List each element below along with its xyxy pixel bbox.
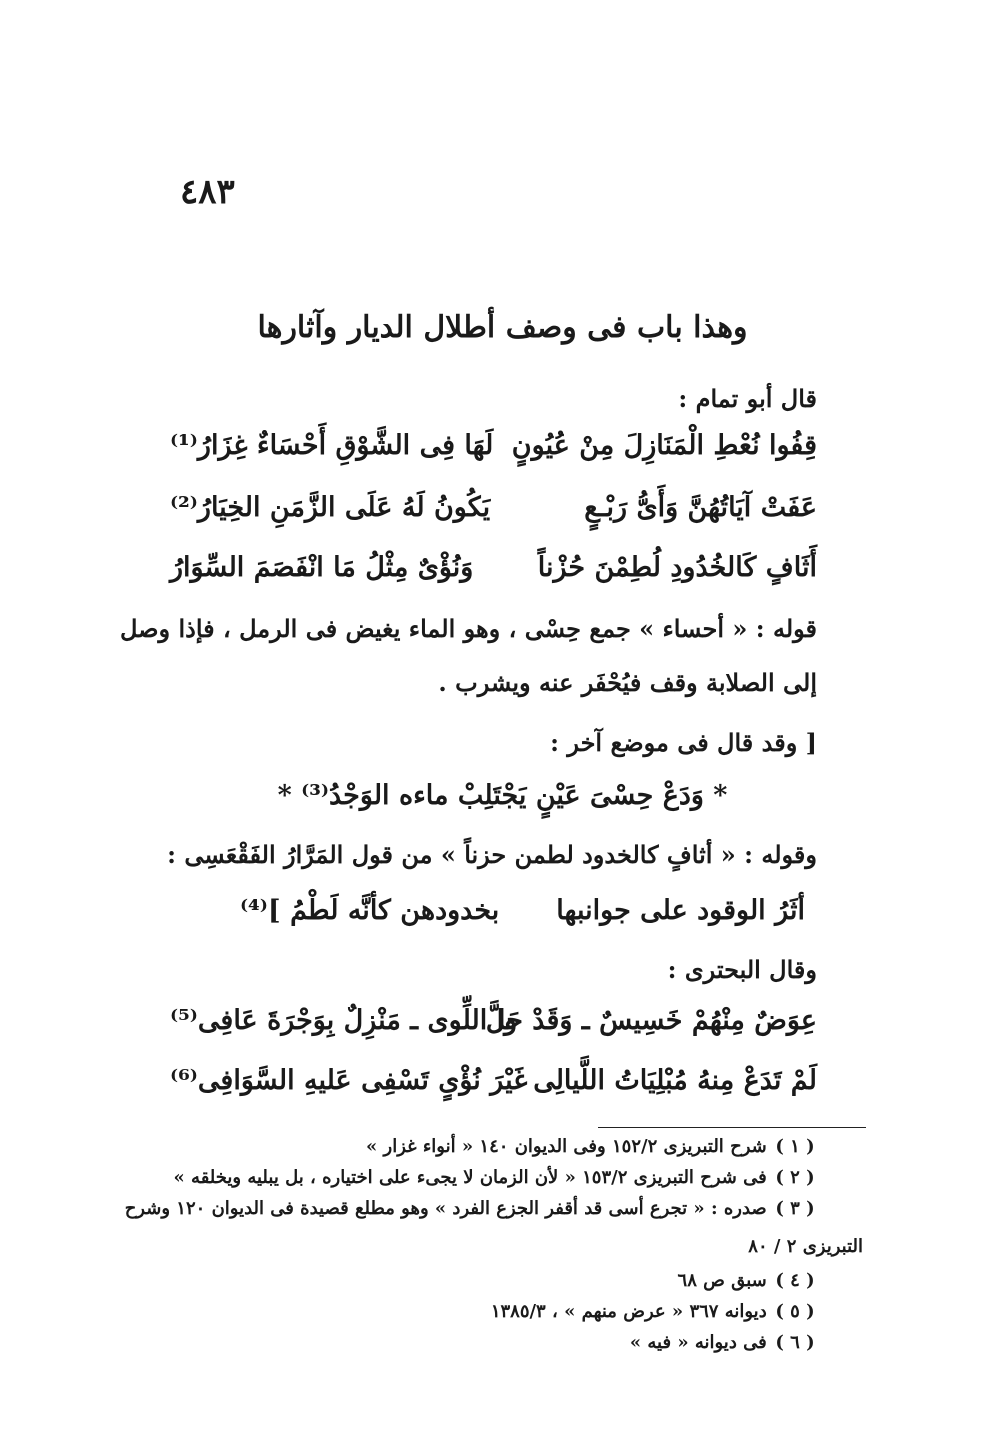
- footnote-number: ( ٣ ): [775, 1198, 815, 1219]
- footnote-3-continued: [180, 1236, 863, 1257]
- single-verse: * وَدَعْ حِسْىَ عَيْنٍ يَجْتَلِبْ ماءه الوَجْدُ⁽³⁾ *: [277, 780, 728, 811]
- footnote-number: ( ٥ ): [775, 1301, 815, 1322]
- footnote-text: ديوانه ٣٦٧ « عرض منهم » ، ١٣٨٥/٣: [490, 1301, 767, 1322]
- verse-marrar: [240, 895, 805, 943]
- footnote-text: فى شرح التبريزى ١٥٣/٢ « لأن الزمان لا يجىء على اختياره ، بل يبليه ويخلقه »: [173, 1167, 767, 1188]
- verse-line-2: [170, 492, 817, 540]
- footnote-3: [124, 1198, 817, 1219]
- verse-line-5: [170, 1065, 817, 1113]
- intro-other-place: [ وقد قال فى موضع آخر :: [550, 728, 817, 757]
- verse-second-hemistich: غَيْرَ نُؤْىٍ تَسْفِى عَليهِ السَّوَافِى⁽⁶⁾: [170, 1065, 528, 1096]
- verse-second-hemistich: وا اللِّوى ـ مَنْزِلٌ بِوَجْرَةَ عَافِى⁽⁵⁾: [170, 1005, 518, 1036]
- intro-abu-tammam: قال أبو تمام :: [678, 384, 817, 413]
- footnote-text: شرح التبريزى ١٥٢/٢ وفى الديوان ١٤٠ « أنواء غزار »: [366, 1136, 767, 1157]
- verse-first-hemistich: عِوَضٌ مِنْهُمْ خَسِيسٌ ـ وَقَدْ حَلَّ: [485, 1005, 817, 1036]
- footnote-6: [180, 1332, 817, 1353]
- commentary-line: إلى الصلابة وقف فيُحْفَر عنه ويشرب .: [438, 668, 817, 697]
- verse-line-3: [170, 552, 817, 600]
- commentary-marrar: وقوله : « أثافٍ كالخدود لطمن حزناً » من قول المَرَّارُ الفَقْعَسِى :: [167, 840, 817, 869]
- footnote-text: فى ديوانه « فيه »: [629, 1332, 767, 1353]
- verse-first-hemistich: قِفُوا نُعْطِ الْمَنَازِلَ مِنْ عُيُونٍ: [511, 430, 817, 461]
- commentary-line: قوله : « أحساء » جمع حِسْى ، وهو الماء يغيض فى الرمل ، فإذا وصل: [120, 614, 817, 643]
- verse-first-hemistich: أَثَافٍ كَالخُدُودِ لُطِمْنَ حُزْناً: [537, 552, 817, 583]
- verse-second-hemistich: وَنُؤْىٌ مِثْلُ مَا انْفَصَمَ السِّوَارُ: [170, 552, 474, 583]
- footnote-text: سبق ص ٦٨: [677, 1270, 767, 1291]
- footnote-text: التبريزى ٢ / ٨٠: [748, 1236, 863, 1257]
- verse-second-hemistich: يَكُونُ لَهُ عَلَى الزَّمَنِ الخِيَارُ⁽²⁾: [170, 492, 491, 523]
- footnote-5: [180, 1301, 817, 1322]
- verse-first-hemistich: أثَرُ الوقود على جوانبها: [556, 895, 805, 926]
- footnote-4: [180, 1270, 817, 1291]
- footnote-number: ( ١ ): [775, 1136, 815, 1157]
- footnote-number: ( ٤ ): [775, 1270, 815, 1291]
- footnote-number: ( ٦ ): [775, 1332, 815, 1353]
- verse-first-hemistich: عَفَتْ آيَاتُهُنَّ وَأَىُّ رَبْـعٍ: [584, 492, 817, 523]
- verse-first-hemistich: لَمْ تَدَعْ مِنهُ مُبْلِيَاتُ اللَّيالِى: [533, 1065, 817, 1096]
- footnote-number: ( ٢ ): [775, 1167, 815, 1188]
- verse-second-hemistich: لَهَا فِى الشَّوْقِ أَحْسَاءٌ غِزَارُ⁽¹⁾: [170, 430, 494, 461]
- verse-line-4: [170, 1005, 817, 1053]
- intro-buhturi: وقال البحترى :: [667, 955, 817, 984]
- footnote-2: [173, 1167, 817, 1188]
- verse-line-1: [170, 430, 817, 478]
- footnote-1: [180, 1136, 817, 1157]
- page-number: ٤٨٣: [180, 172, 235, 212]
- verse-second-hemistich: بخدودهن كأنَّه لَطْمُ ]⁽⁴⁾: [240, 895, 500, 926]
- footnote-text: صدره : « تجرع أسى قد أقفر الجزع الفرد » وهو مطلع قصيدة فى الديوان ١٢٠ وشرح: [124, 1198, 767, 1219]
- chapter-title: وهذا باب فى وصف أطلال الديار وآثارها: [257, 310, 748, 345]
- footnote-divider: [598, 1127, 866, 1128]
